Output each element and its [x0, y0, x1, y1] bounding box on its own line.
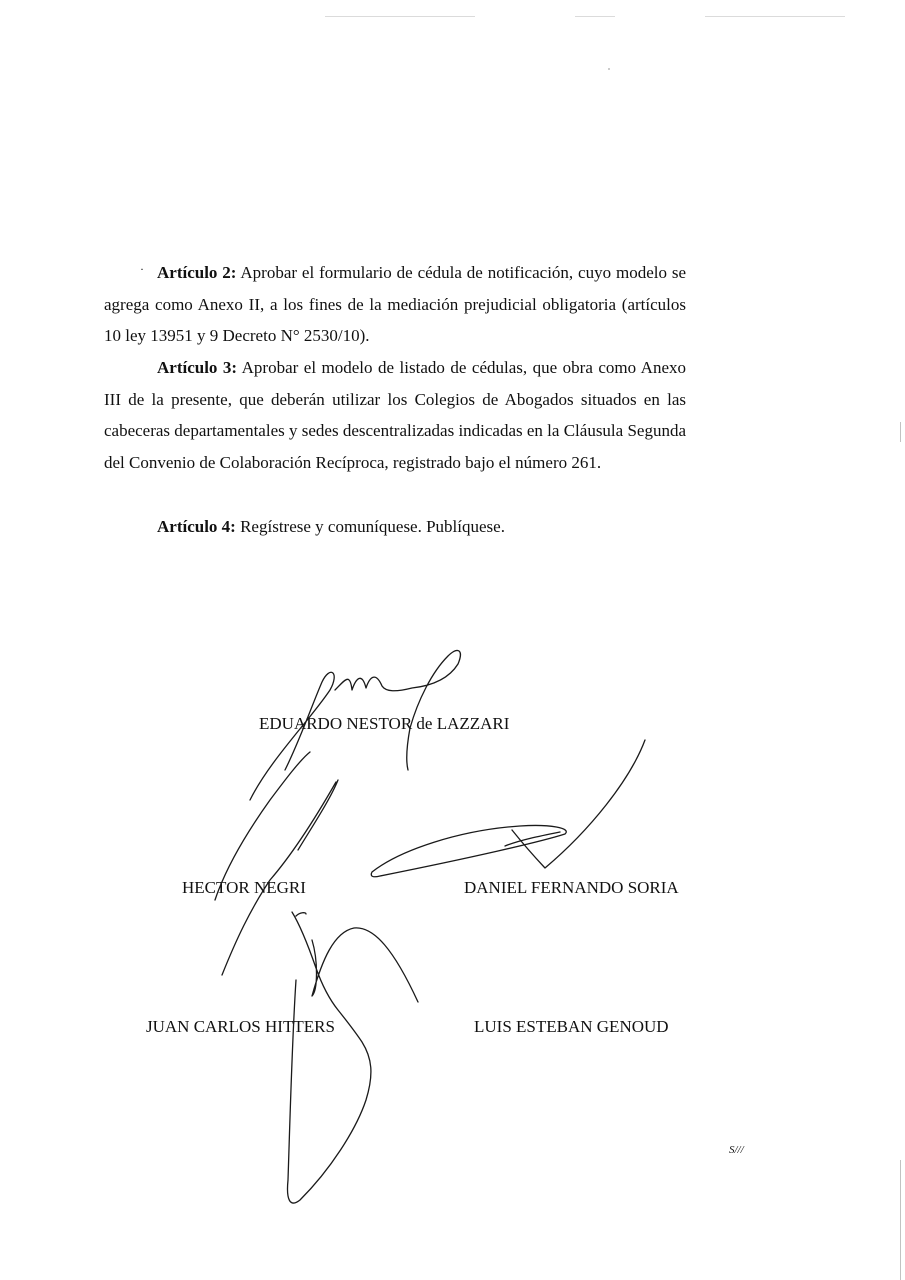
scan-artifact — [325, 16, 475, 17]
article-3 — [104, 352, 686, 478]
bullet-mark: · — [140, 262, 144, 276]
signature-soria — [371, 740, 645, 877]
signatory-genoud: LUIS ESTEBAN GENOUD — [474, 1017, 669, 1036]
article-4 — [104, 511, 686, 543]
signatory-hitters: JUAN CARLOS HITTERS — [146, 1017, 335, 1036]
scan-artifact — [705, 16, 845, 17]
scan-artifact — [900, 1160, 901, 1280]
article-2-label: Artículo 2: — [157, 263, 237, 282]
article-3-label: Artículo 3: — [157, 358, 238, 377]
signature-negri — [215, 752, 338, 975]
signatory-de-lazzari: EDUARDO NESTOR de LAZZARI — [259, 714, 510, 733]
article-4-text: Regístrese y comuníquese. Publíquese. — [235, 517, 505, 536]
article-3-text: Aprobar el modelo de listado de cédulas, que obra como Anexo III de la presente, que deberán utilizar los Colegios de Abogados situados en las cabeceras departamentales y sedes descentralizadas indicadas en la Cláusula Segunda del Convenio de Colaboración Recíproca, registrado bajo el número 261. — [104, 358, 686, 472]
signatory-negri: HECTOR NEGRI — [182, 878, 306, 897]
signatory-soria: DANIEL FERNANDO SORIA — [464, 878, 679, 897]
article-4-label: Artículo 4: — [157, 517, 236, 536]
signature-hitters — [288, 912, 419, 1203]
page-reference: S/// — [729, 1144, 744, 1156]
scan-artifact — [575, 16, 615, 17]
article-2-text: Aprobar el formulario de cédula de notificación, cuyo modelo se agrega como Anexo II, a los fines de la mediación prejudicial obligatoria (artículos 10 ley 13951 y 9 Decreto N° 2530/10). — [104, 263, 686, 345]
scan-artifact — [900, 422, 901, 442]
article-2 — [104, 257, 686, 352]
scan-artifact — [608, 68, 610, 70]
